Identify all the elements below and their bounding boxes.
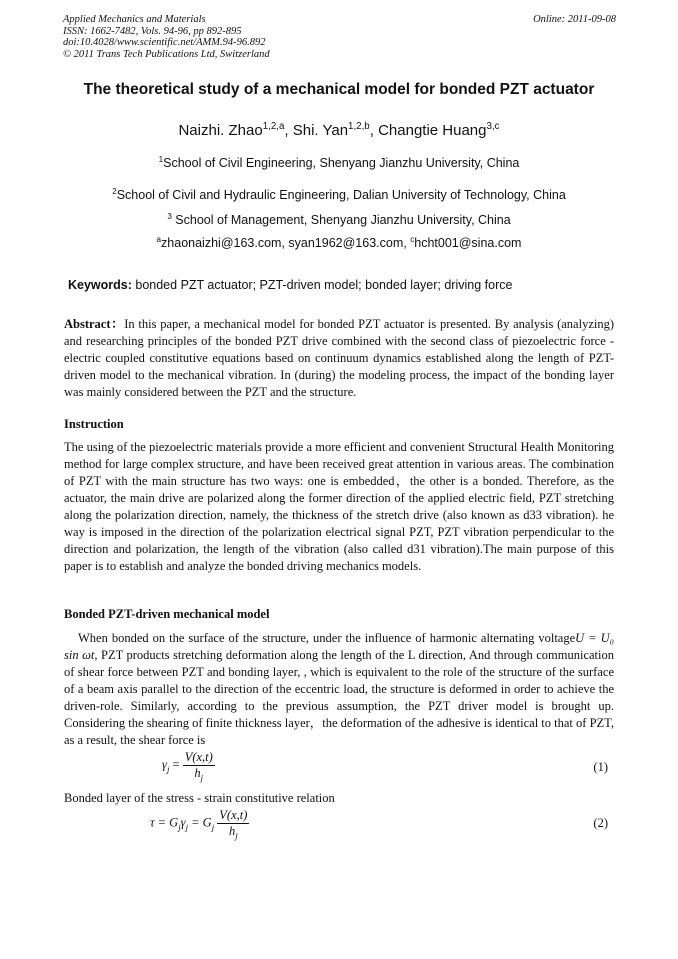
- eq-symbol: = G: [191, 815, 212, 830]
- affiliation-text: School of Civil and Hydraulic Engineering, Dalian University of Technology, China: [116, 188, 566, 202]
- issn: ISSN: 1662-7482, Vols. 94-96, pp 892-895: [63, 25, 242, 37]
- author-name: Naizhi. Zhao: [178, 122, 263, 139]
- eq-numerator: V(x,t): [219, 808, 248, 822]
- eq-subscript: j: [235, 830, 238, 841]
- instruction-paragraph: The using of the piezoelectric materials provide a more efficient and convenient Structural Health Monitoring method for large complex structure, and have been received great attention in various areas. The combination of PZT with the main structure has two ways: one is embedded，the other is a bonded. Therefore, as the actuator, the main drive are polarized along the former direction of the applied electric field, PZT stretching along the polarization direction, namely, the thickness of the stretch drive (also known as d33 vibration). he way is imposed in the direction of the polarization electrical signal PZT, PZT vibration perpendicular to the direction and polarization, the length of the vibration (also called d31 vibration).The main purpose of this paper is to establish and analyze the bonded driving mechanics models.: [64, 440, 614, 573]
- email-sup: c: [410, 234, 415, 244]
- eq-symbol: τ = G: [150, 815, 179, 830]
- abstract-text: In this paper, a mechanical model for bonded PZT actuator is presented. By analysis (analyzing) and researching principles of the bonded PZT drive combined with the second class of piezoelectric force - electric coupled constitutive equations based on continuum dynamics established along the length of PZT-driven model to the mechanical vibration. In (during) the modeling process, the impact of the bonding layer was mainly considered between the PZT and the structure.: [64, 317, 615, 399]
- author-name: Shi. Yan: [292, 122, 349, 139]
- model-paragraph: [64, 630, 614, 749]
- eq-subscript: j: [211, 821, 215, 832]
- doi: doi:10.4028/www.scientific.net/AMM.94-96.892: [63, 37, 266, 48]
- equation-1: $\gamma_j$ = $\frac{V(x,t)}{h_j}$: [162, 750, 213, 783]
- copyright: © 2011 Trans Tech Publications Ltd, Switzerland: [63, 48, 270, 60]
- stress-text: Bonded layer of the stress - strain constitutive relation: [64, 791, 335, 805]
- abstract-label: Abstract：: [64, 317, 125, 331]
- eq-fraction: [217, 808, 249, 839]
- voltage-equation: U = U₀ sin ωt: [64, 631, 614, 662]
- eq-den-symbol: h: [194, 766, 201, 780]
- email-sup: a: [156, 234, 162, 244]
- model-text: , PZT products stretching deformation along the length of the L direction, And through communication of shear force between PZT and bonding layer, , which is equivalent to the role of the structure of the surface of a beam axis parallel to the direction of the eccentric load, the structure is deformed in order to achieve the driven-role. Similarly, according to the previous assumption, the PZT driver model is brought up. Considering the shearing of finite thickness layer，the deformation of the adhesive is identical to that of PZT, as a result, the shear force is: [64, 648, 615, 747]
- eq-den-symbol: h: [228, 824, 236, 838]
- affiliation-text: School of Management, Shenyang Jianzhu University, China: [171, 213, 511, 227]
- keywords: [68, 278, 512, 292]
- author-sup: 1,2,b: [348, 121, 370, 132]
- affiliation: [0, 213, 678, 227]
- equation-number: (2): [593, 816, 608, 830]
- affiliation: [0, 188, 678, 202]
- author-name: Changtie Huang: [378, 122, 487, 139]
- equation-number: (1): [593, 760, 608, 774]
- section-heading: Bonded PZT-driven mechanical model: [64, 607, 270, 621]
- model-text: When bonded on the surface of the structure, under the influence of harmonic alternating voltage: [78, 631, 576, 645]
- eq-subscript: j: [185, 821, 188, 832]
- eq-denominator: [183, 766, 215, 781]
- author-sup: 3,c: [486, 121, 500, 132]
- keywords-text: bonded PZT actuator; PZT-driven model; bonded layer; driving force: [131, 278, 513, 292]
- eq-fraction: [183, 750, 215, 781]
- eq-subscript: j: [178, 821, 181, 832]
- journal-name: Applied Mechanics and Materials: [63, 14, 206, 25]
- eq-subscript: j: [200, 772, 204, 783]
- journal-header: [63, 14, 270, 60]
- author-sep: ,: [369, 122, 379, 139]
- eq-symbol: γ: [180, 815, 186, 830]
- email-text: zhaonaizhi@163.com, syan1962@163.com,: [161, 236, 411, 250]
- section-heading: Instruction: [64, 417, 124, 431]
- paper-title: The theoretical study of a mechanical model for bonded PZT actuator: [83, 81, 595, 98]
- author-sep: ,: [284, 122, 293, 139]
- keywords-label: Keywords:: [68, 278, 132, 292]
- email-line: [0, 236, 678, 250]
- eq-denominator: [217, 824, 249, 839]
- author-sup: 1,2,a: [262, 121, 285, 132]
- author-list: [0, 122, 678, 139]
- affiliation-sup: 1: [158, 154, 164, 164]
- email-text: hcht001@sina.com: [414, 236, 522, 250]
- eq-symbol: γ: [162, 757, 167, 772]
- affiliation: [0, 156, 678, 170]
- eq-numerator: V(x,t): [184, 750, 213, 764]
- abstract: [64, 316, 614, 401]
- affiliation-sup: 3: [167, 211, 172, 221]
- affiliation-sup: 2: [112, 186, 117, 196]
- affiliation-text: School of Civil Engineering, Shenyang Jianzhu University, China: [163, 156, 520, 170]
- online-date: Online: 2011-09-08: [533, 14, 616, 25]
- eq-subscript: j: [166, 763, 170, 774]
- equation-2: [150, 808, 249, 839]
